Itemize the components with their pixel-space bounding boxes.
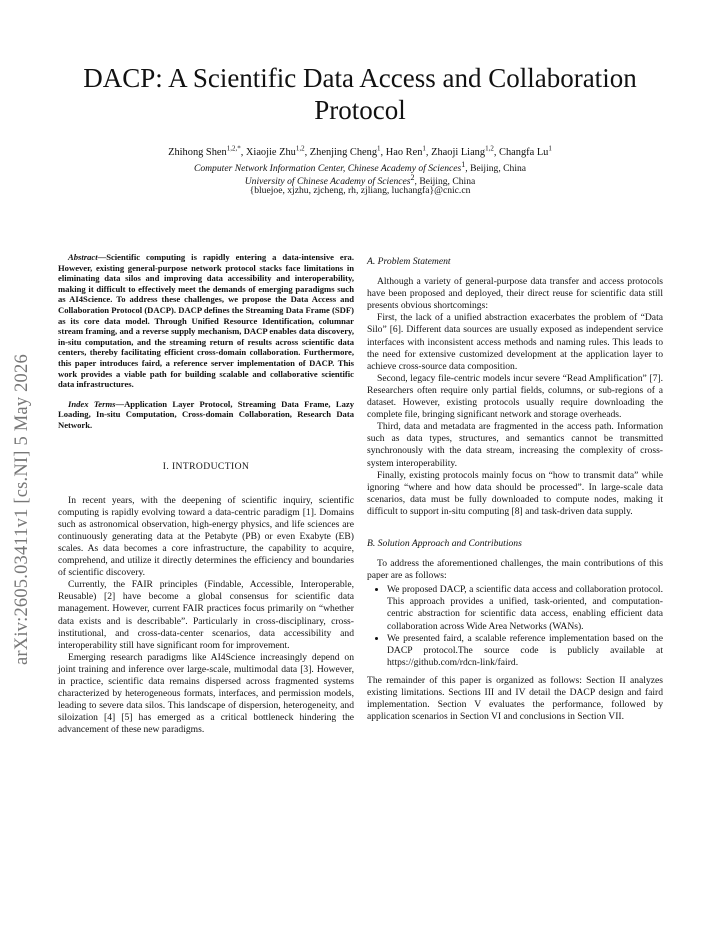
problem-paragraph: Third, data and metadata are fragmented in the access path. Information such as data types, structures, and semantics cannot be transmitted synchronously with the data stream, increasing the complexity of cross-system interoperability. <box>367 421 663 469</box>
author-sup: 1,2 <box>485 144 494 153</box>
author-sup: 1,2 <box>295 144 305 153</box>
contribution-item: • We presented faird, a scalable reference implementation based on the DACP protocol.The source code is publicly available at https://github.com/rdcn-link/faird. <box>387 633 663 669</box>
subsection-heading-problem: A. Problem Statement <box>367 256 451 267</box>
paper-title <box>40 62 680 126</box>
author-name: Zhihong Shen <box>168 147 227 158</box>
author-list: Zhihong Shen$^{1,2,*}$, Xiaojie Zhu$^{1,2}$, Zhenjing Cheng$^1$, Hao Ren$^1$, Zhaoji Liang$^{1,2}$, Changfa Lu$^1$ <box>168 144 552 158</box>
right-column <box>367 256 663 723</box>
author-emails: {bluejoe, xjzhu, zjcheng, rh, zjliang, luchangfa}@cnic.cn <box>249 185 471 196</box>
intro-paragraph: Emerging research paradigms like AI4Science increasingly depend on joint training and inference over large-scale, multimodal data [3]. However, in practice, scientific data remains dispersed across fragmented systems characterized by heterogeneous formats, interfaces, and permission models, leading to severe data silos. This landscape of dispersion, heterogeneity, and siloization [4] [5] has emerged as a critical bottleneck hindering the advancement of these new paradigms. <box>58 651 354 736</box>
problem-paragraph: Finally, existing protocols mainly focus on “how to transmit data” while ignoring “where and how data should be processed”. In large-scale data scenarios, data must be fully downloaded to compute nodes, making it difficult to support in-situ computing [8] and task-driven data supply. <box>367 469 663 517</box>
abstract-label: Abstract <box>68 252 98 262</box>
index-terms-label: Index Terms <box>68 398 116 409</box>
affiliation-1-location: , Beijing, China <box>465 163 527 175</box>
author-sup: 1 <box>377 144 381 153</box>
contributions-intro: To address the aforementioned challenges, the main contributions of this paper are as follows: <box>367 558 663 582</box>
subsection-heading-contributions: B. Solution Approach and Contributions <box>367 537 522 549</box>
problem-paragraph: Second, legacy file-centric models incur severe “Read Amplification” [7]. Researchers often require only partial fields, columns, or sub-regions of a dataset. However, existing protocols usually require downloading the complete file, bringing significant network and storage overheads. <box>367 372 663 421</box>
problem-paragraph: First, the lack of a unified abstraction exacerbates the problem of “Data Silo” [6]. Different data sources are usually exposed as independent service interfaces with inconsistent access methods and naming rules. This leads to the need for extensive customized development at the application layer to achieve cross-source data composition. <box>367 312 663 372</box>
author-name: Changfa Lu <box>499 147 549 158</box>
outline-paragraph: The remainder of this paper is organized as follows: Section II analyzes existing limitations. Sections III and IV detail the DACP design and faird implementation. Section V evaluates the performance, followed by application scenarios in Section VI and conclusions in Section VII. <box>367 674 663 723</box>
index-terms-text: —Application Layer Protocol, Streaming Data Frame, Lazy Loading, In-situ Computation, Cross-domain Collaboration, Research Data Network. <box>58 398 354 430</box>
contributions-list <box>367 584 663 669</box>
intro-paragraph: In recent years, with the deepening of scientific inquiry, scientific computing is rapidly evolving toward a data-centric paradigm [1]. Domains such as astronomical observation, high-energy physics, and life sciences are continuously generating data at the Petabyte (PB) or even Exabyte (EB) scales. As data becomes a core infrastructure, the capability to acquire, comprehend, and utilize it directly determines the efficiency and boundaries of scientific discovery. <box>58 494 354 579</box>
affiliation-1-sup: 1 <box>461 160 466 169</box>
affiliation-2-location: , Beijing, China <box>414 176 476 188</box>
index-terms <box>58 399 354 431</box>
problem-paragraph: Although a variety of general-purpose data transfer and access protocols have been proposed and deployed, their direct reuse for scientific data still presents obvious shortcomings: <box>367 276 663 312</box>
affiliation-2-institution: University of Chinese Academy of Sciences <box>244 176 411 188</box>
title-line-2: Protocol <box>314 95 406 125</box>
intro-paragraph: Currently, the FAIR principles (Findable, Accessible, Interoperable, Reusable) [2] have become a global consensus for scientific data management. However, current FAIR practices focus primarily on “whether data exists and is describable”. Particularly in cross-disciplinary, cross-institutional, and cross-data-center scenarios, data accessibility and interoperability still have significant room for improvement. <box>58 579 354 651</box>
section-heading-introduction: I. INTRODUCTION <box>162 460 250 472</box>
affiliation-2-sup: 2 <box>410 173 415 182</box>
author-name: Xiaojie Zhu <box>245 147 296 158</box>
arxiv-identifier: arXiv:2605.03411v1 [cs.NI] 5 May 2026 <box>12 354 32 665</box>
author-name: Zhenjing Cheng <box>309 147 378 158</box>
author-name: Hao Ren <box>385 147 423 158</box>
affiliation-1-institution: Computer Network Information Center, Chinese Academy of Sciences <box>193 163 462 175</box>
abstract <box>58 252 354 390</box>
abstract-text: —Scientific computing is rapidly entering a data-intensive era. However, existing general-purpose network protocol stacks face limitations in eliminating data silos and improving data accessibility and interoperability, making it difficult to effectively meet the demands of emerging paradigms such as AI4Science. To address these challenges, we propose the Data Access and Collaboration Protocol (DACP). DACP defines the Streaming Data Frame (SDF) as its core data model. Through Unified Resource Identification, columnar stream framing, and a reverse supply mechanism, DACP enables data discovery, in-situ computation, and the streaming return of results across scientific data centers, thereby facilitating efficient cross-domain collaboration. Furthermore, this paper introduces faird, a reference server implementation of DACP. This work provides a viable path for building scalable and collaborative scientific data infrastructures. <box>58 252 354 390</box>
author-name: Zhaoji Liang <box>431 147 486 158</box>
author-sup: 1,2,* <box>226 144 241 153</box>
left-column <box>58 252 354 736</box>
author-sup: 1 <box>422 144 426 153</box>
author-sup: 1 <box>548 144 552 153</box>
title-line-1: DACP: A Scientific Data Access and Collaboration <box>83 63 637 93</box>
contribution-item: • We proposed DACP, a scientific data access and collaboration protocol. This approach provides a unified, task-oriented, and computation-centric abstraction for scientific data access, enabling efficient data collaboration across Wide Area Networks (WANs). <box>387 584 663 632</box>
